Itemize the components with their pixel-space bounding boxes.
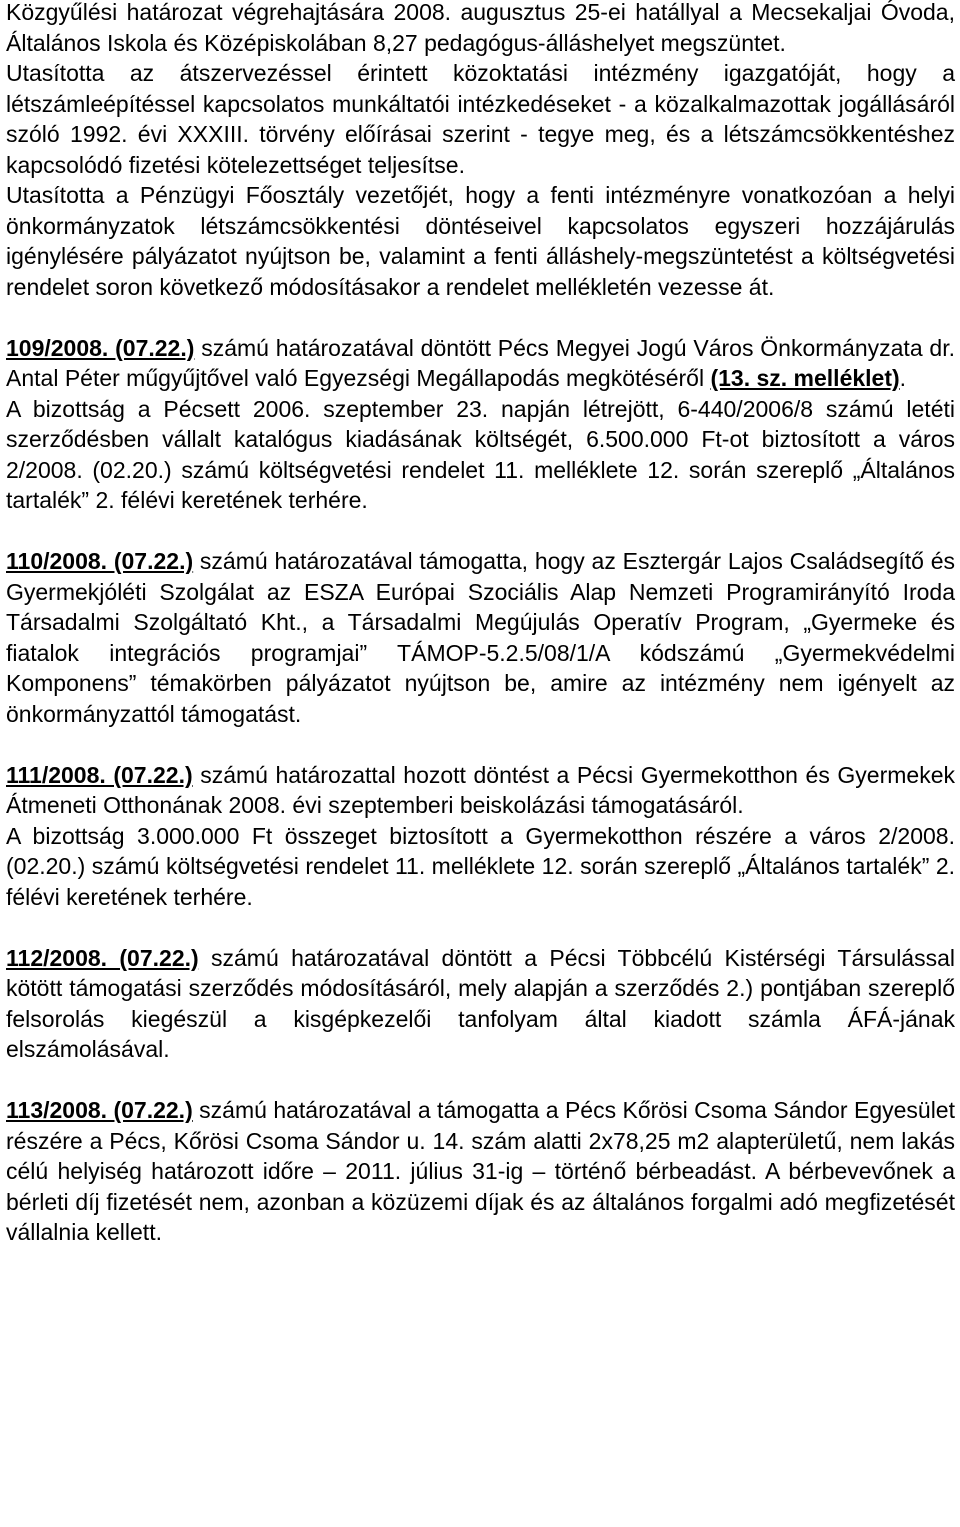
decision-text: számú határozattal hozott döntést a Pécsi Gyermekotthon és Gyermekek Átmeneti Otthonának 2008. évi szeptemberi beiskolázási támogatásáról. bbox=[6, 761, 955, 818]
decision-text: számú határozatával döntött a Pécsi Többcélú Kistérségi Társulással kötött támogatási szerződés módosításáról, mely alapján a szerződés 2.) pontjában szereplő felsorolás kiegészül a kisgépkezelői tanfolyam által kiadott számla ÁFÁ-jának elszámolásával. bbox=[6, 944, 955, 1062]
decision-111-detail: A bizottság 3.000.000 Ft összeget biztosított a Gyermekotthon részére a város 2/2008. (02.20.) számú költségvetési rendelet 11. melléklete 12. során szereplő „Általános tartalék” 2. félévi keretének terhére. bbox=[6, 822, 955, 910]
decision-110 bbox=[6, 546, 955, 729]
decision-reference: 109/2008. (07.22.) bbox=[6, 334, 195, 361]
decision-reference: 110/2008. (07.22.) bbox=[6, 548, 194, 574]
paragraph-staff-reduction: Közgyűlési határozat végrehajtására 2008. augusztus 25-ei hatállyal a Mecsekaljai Óvoda, Általános Iskola és Középiskolában 8,27 pedagógus-álláshelyet megszüntet. bbox=[6, 0, 955, 56]
decision-112 bbox=[6, 943, 955, 1065]
paragraph-spacer bbox=[6, 912, 955, 943]
paragraph-spacer bbox=[6, 516, 955, 547]
decision-text: számú határozatával támogatta, hogy az Esztergár Lajos Családsegítő és Gyermekjóléti Szolgálat az ESZA Európai Szociális Alap Nemzeti Programirányító Iroda Társadalmi Szolgáltató Kht., a Társadalmi Megújulás Operatív Program, „Gyermeke és fiatalok integrációs programjai” TÁMOP-5.2.5/08/1/A kódszámú „Gyermekvédelmi Komponens” témakörben pályázatot nyújtson be, amire az intézmény nem igényelt az önkormányzattól támogatást. bbox=[6, 548, 955, 727]
decision-reference: 111/2008. (07.22.) bbox=[6, 761, 193, 788]
paragraph-spacer bbox=[6, 1065, 955, 1096]
decision-109-detail: A bizottság a Pécsett 2006. szeptember 23. napján létrejött, 6-440/2006/8 számú letéti szerződésben vállalt katalógus kiadásának költségét, 6.500.000 Ft-ot biztosított a város 2/2008. (02.20.) számú költségvetési rendelet 11. melléklete 12. során szereplő „Általános tartalék” 2. félévi keretének terhére. bbox=[6, 395, 955, 513]
attachment-reference: (13. sz. melléklet) bbox=[710, 365, 900, 391]
decision-text: számú határozatával döntött Pécs Megyei Jogú Város Önkormányzata dr. Antal Péter műgyűjtővel való Egyezségi Megállapodás megkötéséről bbox=[6, 334, 955, 391]
paragraph-finance-instruction: Utasította a Pénzügyi Főosztály vezetőjét, hogy a fenti intézményre vonatkozóan a helyi önkormányzatok létszámcsökkentési döntéseivel kapcsolatos egyszeri hozzájárulás igénylésére pályázatot nyújtson be, valamint a fenti álláshely-megszüntetést a költségvetési rendelet soron következő módosításakor a rendelet mellékletén vezesse át. bbox=[6, 182, 955, 300]
decision-reference: 112/2008. (07.22.) bbox=[6, 944, 199, 971]
decision-109 bbox=[6, 333, 955, 394]
decision-text: számú határozatával a támogatta a Pécs Kőrösi Csoma Sándor Egyesület részére a Pécs, Kőrösi Csoma Sándor u. 14. szám alatti 2x78,25 m2 alapterületű, nem lakás célú helyiség határozott időre – 2011. július 31-ig – történő bérbeadást. A bérbevevőnek a bérleti díj fizetését nem, azonban a közüzemi díjak és az általános forgalmi adó megfizetését vállalnia kellett. bbox=[6, 1097, 955, 1245]
paragraph-spacer bbox=[6, 729, 955, 760]
decision-113 bbox=[6, 1095, 955, 1248]
decision-reference: 113/2008. (07.22.) bbox=[6, 1097, 193, 1123]
paragraph-director-instruction: Utasította az átszervezéssel érintett közoktatási intézmény igazgatóját, hogy a létszámleépítéssel kapcsolatos munkáltatói intézkedéseket - a közalkalmazottak jogállásáról szóló 1992. évi XXXIII. törvény előírásai szerint - tegye meg, és a létszámcsökkentéshez kapcsolódó fizetési kötelezettséget teljesítse. bbox=[6, 60, 955, 178]
decision-111 bbox=[6, 760, 955, 821]
paragraph-spacer bbox=[6, 302, 955, 333]
decision-text-end: . bbox=[899, 365, 907, 391]
